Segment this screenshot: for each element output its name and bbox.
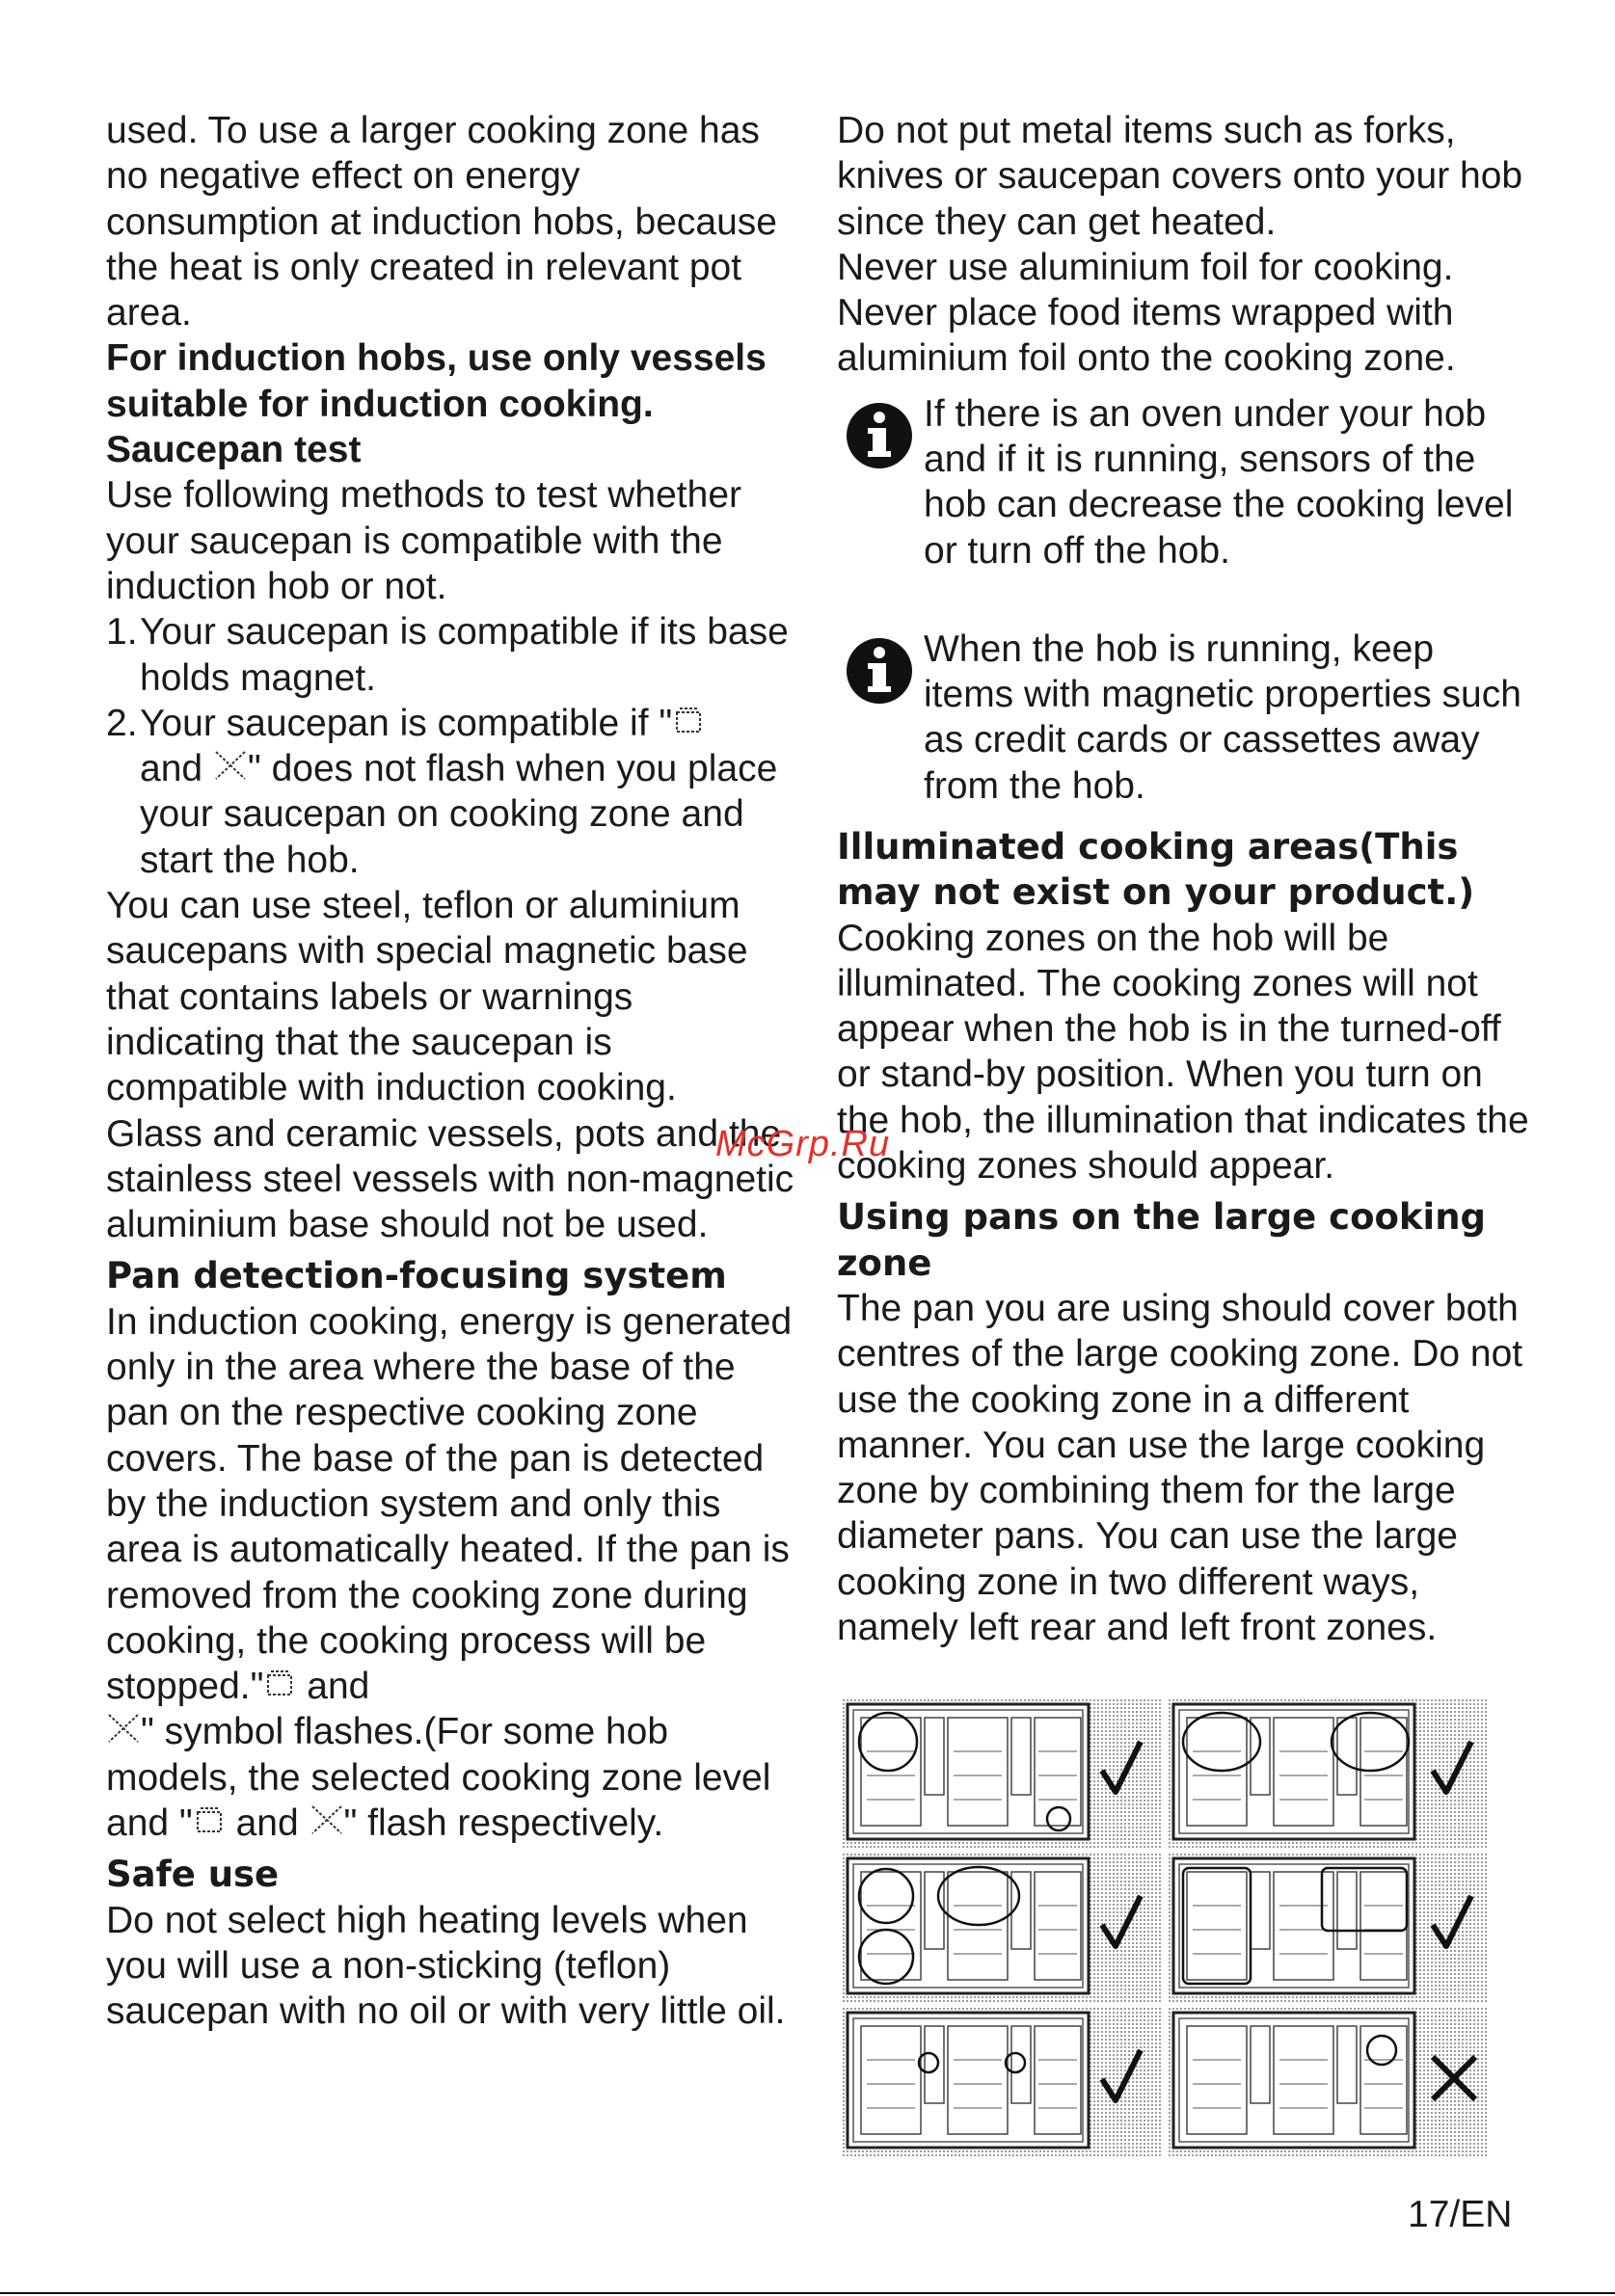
paragraph-energy: used. To use a larger cooking zone has no negative effect on energy consumption at induction hobs, because the heat is only created in relevant pot area. <box>106 110 777 334</box>
safe-use-heading: Safe use <box>106 1854 280 1896</box>
right-column <box>837 108 1531 1650</box>
hob-diagram-grid <box>842 1698 1488 2156</box>
paragraph-glass: Glass and ceramic vessels, pots and the stainless steel vessels with non-magnetic aluminium base should not be used. <box>106 1112 794 1246</box>
paragraph-metal-items: Do not put metal items such as forks, knives or saucepan covers onto your hob since they can get heated. <box>837 110 1523 243</box>
saucepan-test-heading: Saucepan test <box>106 429 362 471</box>
paragraph-safe-use: Do not select high heating levels when you will use a non-sticking (teflon) saucepan with no oil or with very little oil. <box>106 1899 786 2033</box>
diagram-cell <box>1168 1698 1488 1848</box>
paragraph-pan-detection: In induction cooking, energy is generated only in the area where the base of the pan on the respective cooking zone covers. The base of the pan is detected by the induction system and only this area is automatically heated. If the pan is removed from the cooking zone during cooking, the cooking process will be stopped." and " symbol flashes.(For some hob models, the selected cooking zone level and " and " flash respectively. <box>106 1300 793 1844</box>
paragraph-test-methods: Use following methods to test whether your saucepan is compatible with the induction hob or not. <box>106 474 742 607</box>
diagram-cell <box>842 2007 1162 2156</box>
pot-symbol-icon <box>193 1804 226 1835</box>
paragraph-large-zone: The pan you are using should cover both centres of the large cooking zone. Do not use the cooking zone in a different manner. You can use the large cooking zone by combining them for the large diameter pans. You can use the large cooking zone in two different ways, namely left rear and left front zones. <box>837 1287 1523 1649</box>
info-note-oven <box>837 391 1531 613</box>
diagram-cell <box>842 1698 1162 1848</box>
diagram-cell <box>1168 1853 1488 2002</box>
info-note-magnetic <box>837 627 1531 809</box>
cross-symbol-icon <box>106 1713 141 1744</box>
left-column <box>106 108 800 2034</box>
paragraph-foil-wrapped: Never place food items wrapped with aluminium foil onto the cooking zone. <box>837 292 1456 380</box>
watermark: McGrp.Ru <box>715 1124 891 1164</box>
info-text-magnetic: When the hob is running, keep items with magnetic properties such as credit cards or cassettes away from the hob. <box>924 627 1521 807</box>
info-text-oven: If there is an oven under your hob and if it is running, sensors of the hob can decrease the cooking level or turn off the hob. <box>924 392 1514 572</box>
pan-detection-heading: Pan detection-focusing system <box>106 1255 727 1297</box>
info-icon <box>845 636 914 706</box>
info-icon <box>845 401 914 470</box>
cross-symbol-icon <box>310 1804 344 1835</box>
illuminated-heading: Illuminated cooking areas(This may not exist on your product.) <box>837 825 1475 914</box>
paragraph-foil-cooking: Never use aluminium foil for cooking. <box>837 246 1454 288</box>
list-item-flash: 2. Your saucepan is compatible if " and " does not flash when you place your saucepan on cooking zone and start the hob. <box>106 702 778 881</box>
diagram-cell <box>1168 2007 1488 2156</box>
pot-symbol-icon <box>672 705 705 735</box>
list-item-magnet: 1. Your saucepan is compatible if its base holds magnet. <box>106 611 789 699</box>
induction-warning: For induction hobs, use only vessels suitable for induction cooking. <box>106 337 767 425</box>
paragraph-illuminated: Cooking zones on the hob will be illuminated. The cooking zones will not appear when the hob is in the turned-off or stand-by position. When you turn on the hob, the illumination that indicates the cooking zones should appear. <box>837 917 1529 1188</box>
page-number: 17/EN <box>1408 2194 1513 2235</box>
paragraph-compatible: You can use steel, teflon or aluminium saucepans with special magnetic base that contains labels or warnings indicating that the saucepan is compatible with induction cooking. <box>106 885 748 1109</box>
diagram-cell <box>842 1853 1162 2002</box>
pot-symbol-icon <box>263 1668 296 1698</box>
bottom-divider <box>0 2292 1615 2294</box>
large-zone-heading: Using pans on the large cooking zone <box>837 1196 1487 1284</box>
cross-symbol-icon <box>213 750 248 781</box>
